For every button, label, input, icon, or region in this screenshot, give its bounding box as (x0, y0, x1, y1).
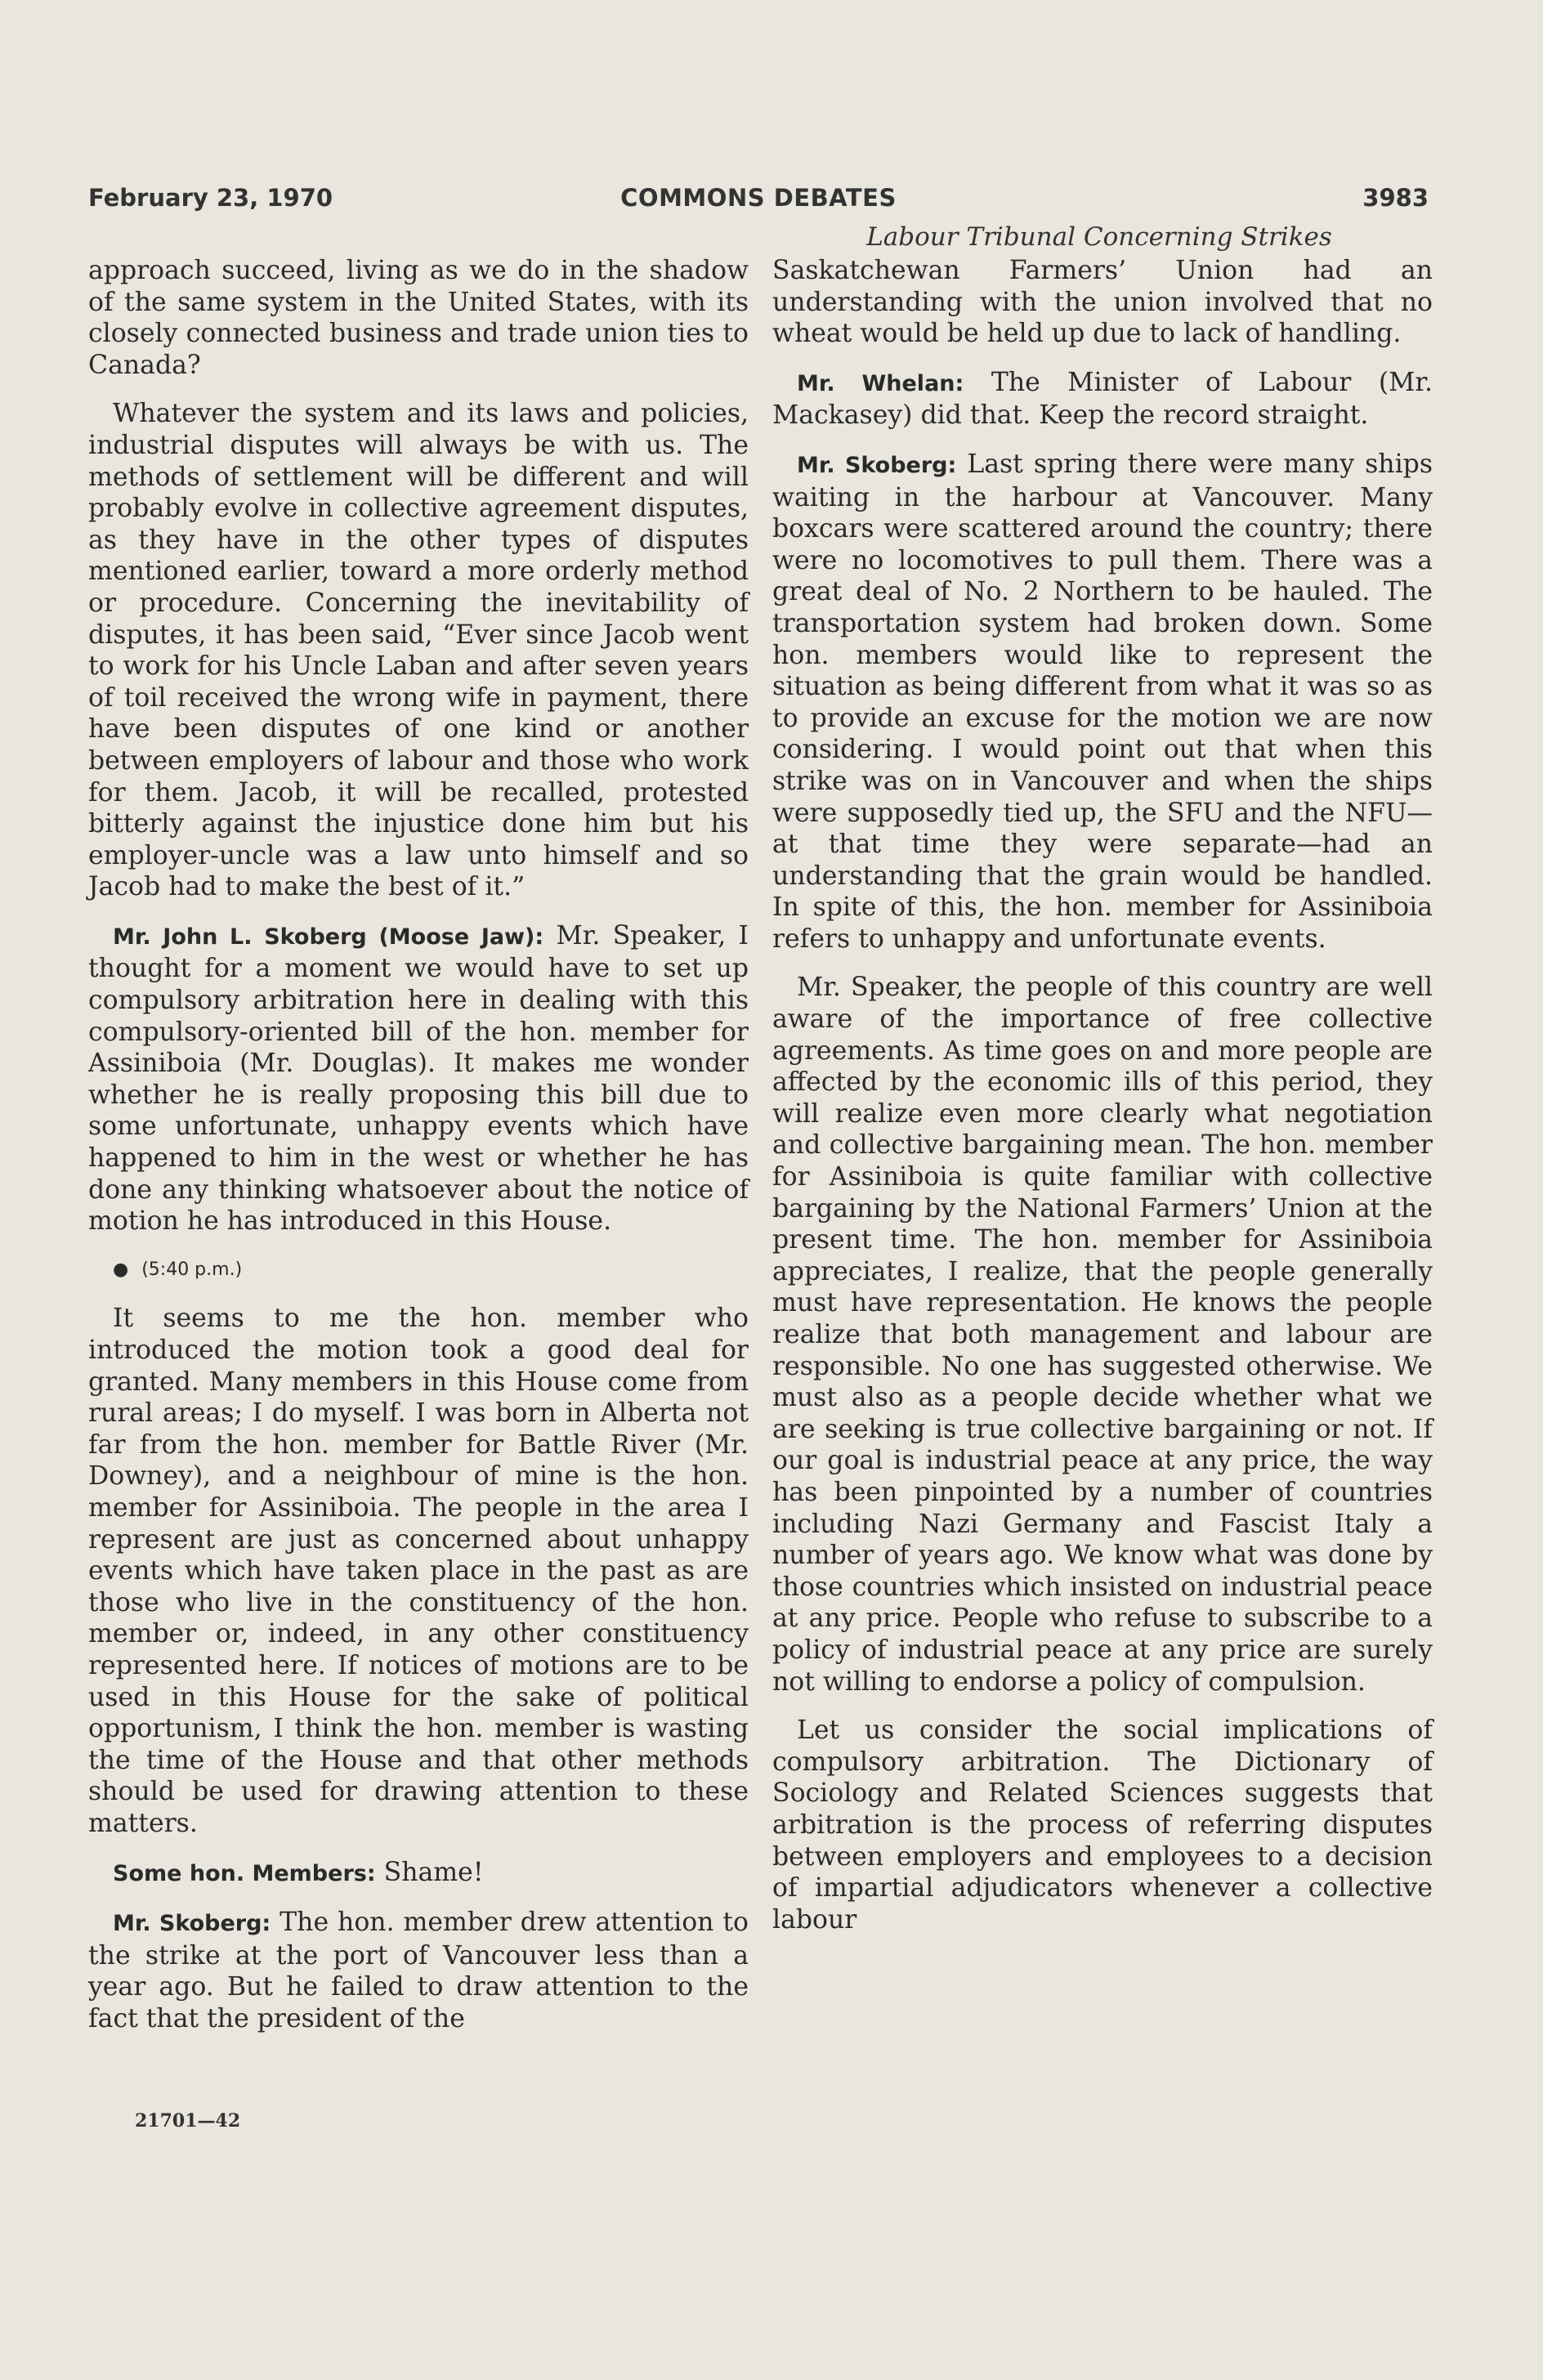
paragraph-text: Whatever the system and its laws and policies, industrial disputes will always be with us. The methods of settlement will be different and will probably evolve in collective agreement disputes, as they have in the other types of disputes mentioned earlier, toward a more orderly method or procedure. Concerning the inevitability of disputes, it has been said, “Ever since Jacob went to work for his Uncle Laban and after seven years of toil received the wrong wife in payment, there have been disputes of one kind or another between employers of labour and those who work for them. Jacob, it will be recalled, protested bitterly against the injustice done him but his employer-uncle was a law unto himself and so Jacob had to make the best of it.” (88, 399, 749, 902)
header-title: COMMONS DEBATES (620, 184, 897, 212)
speech-text: Last spring there were many ships waiting in the harbour at Vancouver. Many boxcars were scattered around the country; there were no locomotives to pull them. There was a great deal of No. 2 Northern to be hauled. The transportation system had broken down. Some hon. members would like to represent the situation as being different from what it was so as to provide an excuse for the motion we are now considering. I would point out that when this strike was on in Vancouver and when the ships were supposedly tied up, the SFU and the NFU—at that time they were separate—had an understanding that the grain would be handled. In spite of this, the hon. member for Assiniboia refers to unhappy and unfortunate events. (772, 449, 1433, 954)
paragraph-text: Mr. Speaker, the people of this country are well aware of the importance of free collective agreements. As time goes on and more people are affected by the economic ills of this period, they will realize even more clearly what negotiation and collective bargaining mean. The hon. member for Assiniboia is quite familiar with collective bargaining by the National Farmers’ Union at the present time. The hon. member for Assiniboia appreciates, I realize, that the people generally must have representation. He knows the people realize that both management and labour are responsible. No one has suggested otherwise. We must also as a people decide whether what we are seeking is true collective bargaining or not. If our goal is industrial peace at any price, the way has been pinpointed by a number of countries including Nazi Germany and Fascist Italy a number of years ago. We know what was done by those countries which insisted on industrial peace at any price. People who refuse to subscribe to a policy of industrial peace at any price are surely not willing to endorse a policy of compulsion. (772, 973, 1433, 1697)
printer-footnote: 21701—42 (135, 2110, 241, 2132)
paragraph-text: approach succeed, living as we do in the shadow of the same system in the United States, with its closely connected business and trade union ties to Canada? (88, 256, 749, 380)
speech-text: Mr. Speaker, I thought for a moment we would have to set up compulsory arbitration here in dealing with this compulsory-oriented bill of the hon. member for Assiniboia (Mr. Douglas). It makes me wonder whether he is really proposing this bill due to some unfortunate, unhappy events which have happened to him in the west or whether he has done any thinking whatsoever about the notice of motion he has introduced in this House. (88, 920, 749, 1237)
page-header (88, 184, 1429, 217)
speech-text: The hon. member drew attention to the strike at the port of Vancouver less than a year ago. But he failed to draw attention to the fact that the president of the (88, 1908, 749, 2033)
paragraph-text: It seems to me the hon. member who introduced the motion took a good deal for granted. Many members in this House come from rural areas; I do myself. I was born in Alberta not far from the hon. member for Battle River (Mr. Downey), and a neighbour of mine is the hon. member for Assiniboia. The people in the area I represent are just as concerned about unhappy events which have taken place in the past as are those who live in the constituency of the hon. member or, indeed, in any other constituency represented here. If notices of motions are to be used in this House for the sake of political opportunism, I think the hon. member is wasting the time of the House and that other methods should be used for drawing attention to these matters. (88, 1304, 749, 1838)
paragraph (772, 972, 1433, 1698)
paragraph (88, 1303, 749, 1839)
time-text: (5:40 p.m.) (141, 1259, 243, 1280)
speaker-name: Mr. Skoberg: (797, 452, 957, 478)
speech (88, 1857, 749, 1890)
paragraph-text: Saskatchewan Farmers’ Union had an understanding with the union involved that no wheat would be held up due to lack of handling. (772, 256, 1433, 349)
header-date: February 23, 1970 (88, 184, 333, 212)
speech-text: Shame! (383, 1857, 484, 1887)
speaker-name: Some hon. Members: (113, 1860, 376, 1886)
left-column (88, 255, 749, 2051)
bullet-icon: ● (113, 1259, 129, 1280)
speech (88, 1907, 749, 2034)
paragraph (772, 1715, 1433, 1935)
paragraph (772, 255, 1433, 350)
paragraph-text: Let us consider the social implications of compulsory arbitration. The Dictionary of Sociology and Related Sciences suggests that arbitration is the process of referring disputes between employers and employees to a decision of impartial adjudicators whenever a collective labour (772, 1716, 1433, 1935)
speech (772, 367, 1433, 432)
speaker-name: Mr. Whelan: (797, 370, 964, 396)
page-number: 3983 (1362, 184, 1429, 212)
speaker-name: Mr. Skoberg: (113, 1911, 271, 1937)
speaker-name: Mr. John L. Skoberg (Moose Jaw): (113, 924, 544, 950)
running-subtitle: Labour Tribunal Concerning Strikes (866, 222, 1332, 252)
right-column (772, 255, 1433, 1953)
speech (88, 920, 749, 1237)
time-marker (88, 1255, 749, 1286)
paragraph (88, 255, 749, 381)
paragraph (88, 398, 749, 903)
speech (772, 449, 1433, 955)
speech-text: The Minister of Labour (Mr. Mackasey) did that. Keep the record straight. (772, 367, 1433, 431)
